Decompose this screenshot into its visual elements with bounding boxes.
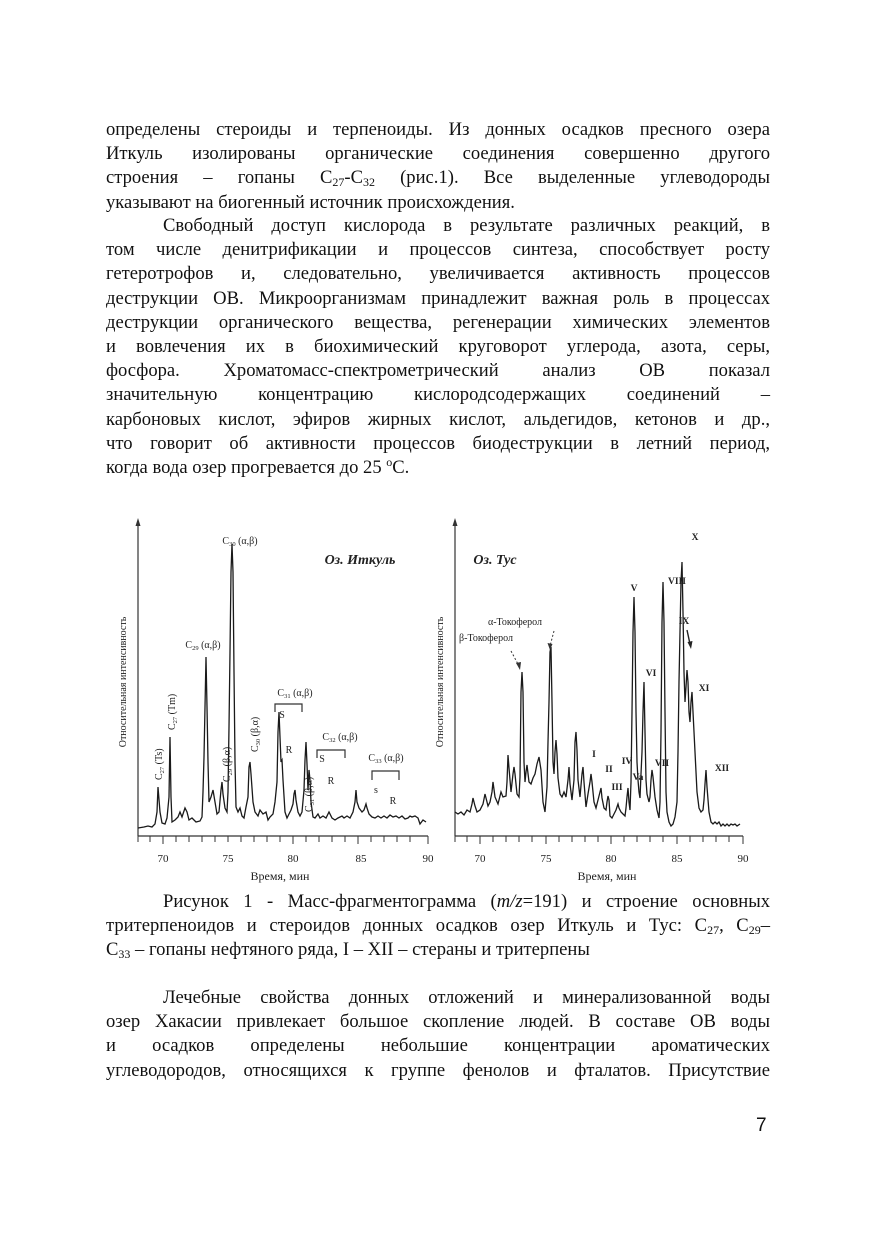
text-span: тритерпеноидов и стероидов донных осадков озер Иткуль и Тус: C (106, 915, 708, 937)
peak-label-r: R (285, 745, 293, 756)
text-line: что говорит об активности процессов биодеструкции в летний период, (106, 432, 770, 454)
text-line: и осадков определены небольшие концентрации ароматических (106, 1035, 770, 1057)
chart-tus (435, 518, 749, 883)
x-axis-label: Время, мин (577, 869, 637, 883)
chromatograms (110, 512, 770, 888)
x-tick-label: 80 (605, 853, 617, 865)
caption-line (106, 938, 770, 962)
text-line: Лечебные свойства донных отложений и минерализованной воды (163, 987, 770, 1008)
text-line: деструкции ОВ. Микроорганизмам принадлежит важная роль в процессах (106, 287, 770, 309)
subscript: 33 (118, 947, 131, 962)
peak-label-c29-ba: $C_{29}$ (β,α) (222, 746, 234, 782)
peak-label-c27-ts: $C_{27}$ (Ts) (154, 748, 166, 780)
peak-label-c27-tm: $C_{27}$ (Tm) (167, 693, 179, 730)
peak-label-c30-ab: $C_{30}$ (α,β) (222, 536, 258, 548)
text-line: углеводородов, относящихся к группе фенолов и фталатов. Присутствие (106, 1059, 770, 1081)
peak-label-IV: IV (621, 757, 633, 767)
peak-label-c33-ab: $C_{33}$ (α,β) (368, 753, 404, 765)
text-line: том числе денитрификации и процессов синтеза, способствует росту (106, 239, 770, 261)
y-axis-label: Относительная интенсивность (435, 616, 446, 748)
x-tick-label: 75 (540, 853, 552, 865)
text-span: строения – гопаны C (106, 167, 333, 189)
text-line: карбоновых кислот, эфиров жирных кислот, альдегидов, кетонов и др., (106, 408, 770, 430)
peak-label-XII: XII (714, 764, 730, 774)
text-span: C. (392, 457, 410, 479)
subscript: 29 (748, 923, 761, 938)
text-line: гетеротрофов и, следовательно, увеличивается активность процессов (106, 263, 770, 285)
peak-label-VI: VI (645, 669, 657, 679)
peak-label-r: R (327, 776, 335, 787)
subscript: 27 (332, 175, 345, 190)
x-tick-label: 90 (422, 853, 434, 865)
peak-label-c32-ab: $C_{32}$ (α,β) (322, 732, 358, 744)
peak-label-VIII: VIII (668, 577, 686, 587)
peak-label-beta-tocopherol: β-Токоферол (459, 633, 513, 644)
peak-label-c30-ba: $C_{30}$ (β,α) (250, 716, 262, 752)
text-span: =191) и строение основных (522, 891, 770, 912)
text-line: определены стероиды и терпеноиды. Из донных осадков пресного озера (106, 119, 770, 140)
bracket-c33 (372, 771, 399, 780)
superscript: o (386, 455, 393, 470)
peak-label-r: R (389, 796, 397, 807)
caption-line (106, 890, 770, 914)
x-tick-label: 85 (355, 853, 367, 865)
peak-label-c29-ab: $C_{29}$ (α,β) (185, 640, 221, 652)
x-tick-label: 70 (474, 853, 486, 865)
x-tick-label: 75 (222, 853, 234, 865)
text-line (106, 166, 770, 190)
peak-label-I: I (592, 750, 596, 760)
italic-span: m/z (496, 891, 523, 912)
y-axis-arrow-icon (453, 518, 458, 526)
peak-label-c31-ba: $C_{31}$ (β,α) (304, 776, 316, 812)
chart-title: Оз. Тус (473, 553, 517, 568)
peak-label-X: X (691, 533, 699, 543)
x-tick-label: 80 (287, 853, 299, 865)
text-line: Свободный доступ кислорода в результате различных реакций, в (163, 215, 770, 236)
figure-caption (106, 890, 770, 963)
peak-label-s: s (374, 785, 378, 796)
peak-label-II: II (605, 765, 613, 775)
text-span: -C (344, 167, 363, 189)
subscript: 27 (707, 923, 720, 938)
x-tick-label: 90 (737, 853, 749, 865)
paragraph-2 (106, 214, 770, 480)
text-line: указывают на биогенный источник происхождения. (106, 191, 515, 213)
subscript: 32 (362, 175, 375, 190)
paragraph-1 (106, 118, 770, 215)
x-axis-label: Время, мин (250, 869, 310, 883)
peak-label-XI: XI (698, 684, 710, 694)
peak-label-s: S (319, 754, 325, 765)
chart-title: Оз. Иткуль (324, 553, 396, 568)
peak-label-s: S (279, 710, 285, 721)
figure-1 (110, 512, 770, 888)
trace-tus (455, 562, 740, 826)
text-span: – (760, 915, 771, 937)
peak-label-IX: IX (678, 617, 690, 627)
caption-line (106, 914, 770, 938)
peak-label-V: V (630, 584, 638, 594)
peak-label-alpha-tocopherol: α-Токоферол (487, 617, 543, 628)
text-span: когда вода озер прогревается до 25 (106, 457, 387, 479)
peak-label-Va: Va (632, 773, 644, 783)
text-line: значительную концентрацию кислородсодержащих соединений – (106, 384, 770, 406)
text-line: деструкции органического вещества, регенерации химических элементов (106, 311, 770, 333)
text-line: Иткуль изолированы органические соединения совершенно другого (106, 143, 770, 165)
peak-label-III: III (611, 783, 623, 793)
chart-itkul (118, 518, 434, 883)
text-line (106, 456, 770, 480)
text-span: – гопаны нефтяного ряда, I – XII – стераны и тритерпены (130, 939, 590, 961)
x-tick-label: 70 (157, 853, 169, 865)
x-tick-label: 85 (671, 853, 683, 865)
text-span: , C (719, 915, 749, 937)
text-span: C (106, 939, 119, 961)
page-number: 7 (756, 1115, 767, 1136)
text-span: (рис.1). Все выделенные углеводороды (374, 167, 771, 189)
peak-label-c31-ab: $C_{31}$ (α,β) (277, 688, 313, 700)
y-axis-label: Относительная интенсивность (118, 616, 129, 748)
peak-label-VII: VII (654, 759, 670, 769)
text-span: Рисунок 1 - Масс-фрагментограмма ( (163, 891, 497, 912)
y-axis-arrow-icon (136, 518, 141, 526)
trace-itkul (138, 544, 426, 828)
text-line: озер Хакасии привлекает большое скопление людей. В составе ОВ воды (106, 1011, 770, 1033)
paragraph-3 (106, 986, 770, 1083)
text-line: и вовлечения их в биохимический круговорот углерода, азота, серы, (106, 336, 770, 358)
text-line: фосфора. Хроматомасс-спектрометрический анализ ОВ показал (106, 360, 770, 382)
